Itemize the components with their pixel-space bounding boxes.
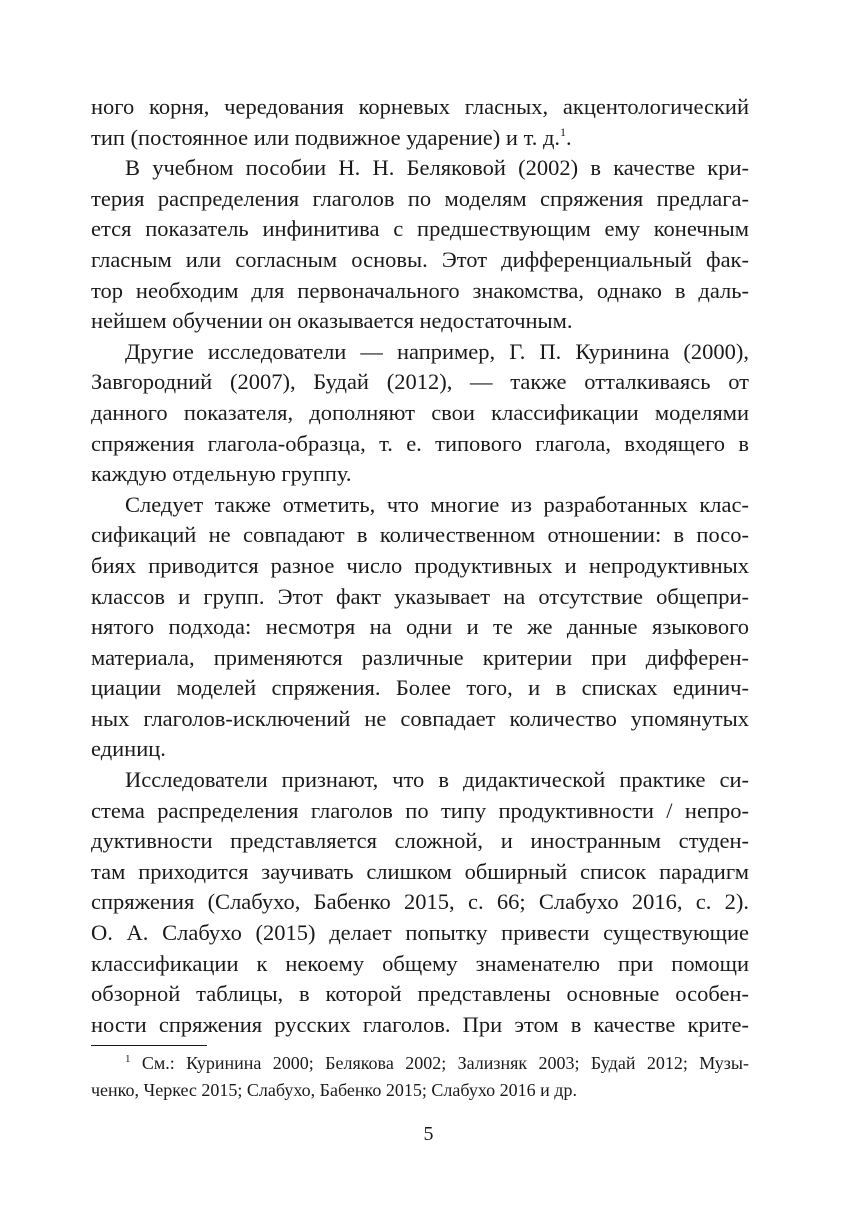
text-line: О. А. Слабухо (2015) делает попытку привести существующие: [91, 920, 749, 946]
text-line: классификации к некоему общему знаменателю при помощи: [91, 950, 749, 976]
text-line-end: .: [566, 124, 572, 150]
paragraph-5: [91, 765, 749, 1040]
text-line: каждую отдельную группу.: [91, 461, 352, 487]
text-line-content: тип (постоянное или подвижное ударение) и т. д.: [91, 124, 561, 150]
footnote: [91, 1050, 749, 1104]
text-line: ных глаголов-исключений не совпадает количество упомянутых: [91, 705, 749, 731]
text-line: биях приводится разное число продуктивных и непродуктивных: [91, 552, 749, 578]
text-line: единиц.: [91, 736, 166, 762]
text-line: спряжения глагола-образца, т. е. типового глагола, входящего в: [91, 430, 749, 456]
text-line: Исследователи признают, что в дидактической практике си-: [125, 767, 749, 793]
text-line: дуктивности представляется сложной, и иностранным студен-: [91, 828, 749, 854]
footnote-text: См.: Куринина 2000; Белякова 2002; Зализняк 2003; Будай 2012; Музы-: [130, 1053, 749, 1073]
text-line: гласным или согласным основы. Этот дифференциальный фак-: [91, 246, 749, 272]
text-line: данного показателя, дополняют свои классификации моделями: [91, 399, 749, 425]
text-line: тор необходим для первоначального знакомства, однако в даль-: [91, 277, 749, 303]
main-text: [91, 92, 749, 1040]
text-line: там приходится заучивать слишком обширный список парадигм: [91, 858, 749, 884]
text-line: терия распределения глаголов по моделям спряжения предлага-: [91, 185, 749, 211]
text-line: Следует также отметить, что многие из разработанных клас-: [125, 491, 749, 517]
footnote-divider: [91, 1045, 207, 1046]
text-line: [91, 123, 749, 154]
paragraph-1: [91, 92, 749, 153]
footnote-marker: 1: [125, 1053, 131, 1065]
footnote-reference[interactable]: 1: [560, 124, 567, 139]
text-line: Другие исследователи — например, Г. П. Куринина (2000),: [125, 338, 749, 364]
paragraph-3: [91, 337, 749, 490]
text-line: материала, применяются различные критерии при дифферен-: [91, 644, 749, 670]
text-line: стема распределения глаголов по типу продуктивности / непро-: [91, 797, 749, 823]
footnote-line: [91, 1050, 749, 1077]
text-line: циации моделей спряжения. Более того, и в списках единич-: [91, 675, 749, 701]
text-line: классов и групп. Этот факт указывает на отсутствие общепри-: [91, 583, 749, 609]
text-line: ности спряжения русских глаголов. При этом в качестве крите-: [91, 1011, 749, 1037]
text-line: нятого подхода: несмотря на одни и те же данные языкового: [91, 614, 749, 640]
text-line: спряжения (Слабухо, Бабенко 2015, с. 66; Слабухо 2016, с. 2).: [91, 889, 749, 915]
text-line: ется показатель инфинитива с предшествующим ему конечным: [91, 216, 749, 242]
text-line: ного корня, чередования корневых гласных, акцентологический: [91, 94, 749, 119]
text-line: В учебном пособии Н. Н. Беляковой (2002) в качестве кри-: [125, 155, 749, 181]
text-line: сификаций не совпадают в количественном отношении: в посо-: [91, 522, 749, 548]
text-line: Завгородний (2007), Будай (2012), — также отталкиваясь от: [91, 369, 749, 395]
footnote-line: ченко, Черкес 2015; Слабухо, Бабенко 2015; Слабухо 2016 и др.: [91, 1080, 577, 1100]
text-line: обзорной таблицы, в которой представлены основные особен-: [91, 981, 749, 1007]
paragraph-2: [91, 153, 749, 337]
paragraph-4: [91, 490, 749, 765]
text-line: нейшем обучении он оказывается недостаточным.: [91, 308, 573, 334]
page-number: 5: [423, 1123, 434, 1145]
